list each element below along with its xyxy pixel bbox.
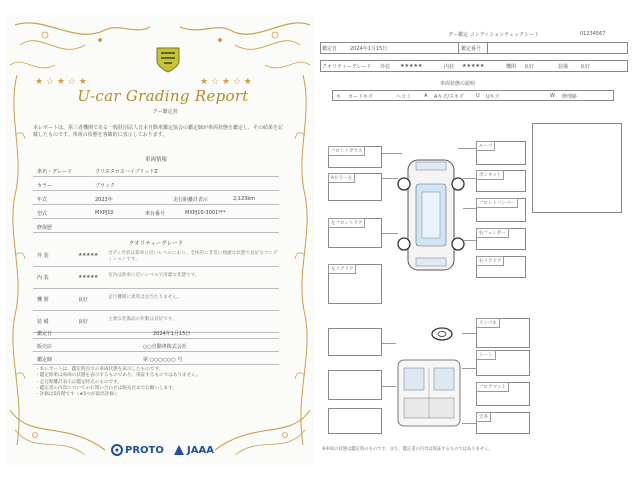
vehicle-info-heading: 車両情報 [144,157,167,163]
interior-stars: ★★★★★ [78,274,98,280]
year-label: 年式 [37,197,48,203]
diagram-label-left: Aピラー左 [328,173,355,183]
legend-item: 修理跡 [562,94,578,100]
connector-line [380,233,398,234]
sheet-title: グー鑑定 コンディションチェックシート [448,32,539,38]
connector-line [462,423,476,424]
model-code-row [33,207,279,219]
report-subtitle: グー鑑定書 [152,109,178,115]
note-item: ・走行距離計表示は鑑定時点のものです。 [35,379,122,385]
inspection-date-value: 2024年1月15日 [153,331,191,337]
connector-line [380,178,398,179]
model-label: 車名・グレード [37,169,73,175]
legend-item: ヘコミ [396,94,412,100]
equipment-value: 良好 [78,319,89,325]
diagram-label-right: 右リアドア [476,256,504,266]
engine-value: 良好 [78,297,89,303]
diagram-label-left: フロントガラス [328,146,365,156]
notes-list [35,367,275,398]
shop-label: 販売店 [37,344,53,350]
equipment-value: 良好 [580,64,591,70]
legend-item: W [550,93,555,99]
legend-item: カードキズ [348,94,373,100]
interior-stars: ★★★★★ [462,63,485,69]
equipment-comment: 主要な装備品の作動は良好です。 [108,317,177,322]
model-code-label: 型式 [37,211,48,217]
color-value: ブラック [95,183,115,189]
connector-line [458,148,478,149]
jaaa-logo-icon [173,444,185,456]
mileage-label: 走行距離計表示 [173,197,209,203]
proto-logo-text: PROTO [125,445,164,456]
legend-item: U [476,93,480,99]
inspection-date-label: 鑑定日 [37,331,53,337]
color-label: カラー [37,183,53,189]
diagram-label-right: ルーフ [476,141,495,151]
interior-label: 内 装 [37,275,49,281]
interior-label: 内装 [444,64,455,70]
inspector-value: 第 ○○○○○○ 号 [143,357,183,363]
comment-box [328,370,382,400]
shop-row [33,340,279,352]
year-value: 2023年 [95,197,113,203]
exterior-comment: ボディ外装は新車に近いレベルにあり、全体的に非常に綺麗な状態で良好なコンディションです。 [108,251,278,262]
ribbon-ornament-bottom-right [205,400,315,460]
exterior-stars: ★★★★★ [78,252,98,258]
legend-title: 車両状態の説明 [440,81,476,87]
stars-row-ornament [35,73,285,87]
car-top-view-diagram [394,156,468,276]
legend-item: キ [336,94,342,100]
intro-paragraph: 本レポートは、第三者機関である一般財団法人日本自動車鑑定協会の鑑定師が車両状態を鑑定し、その結果を記載したものです。車両の状態を客観的に表示しております。 [33,125,284,138]
jaaa-logo-text: JAAA [187,445,214,456]
comment-box [328,408,382,434]
connector-line [382,343,396,344]
vine-border-left [5,75,27,445]
model-code-value: MXPJ10 [95,210,114,216]
report-title: U-car Grading Report [77,87,249,105]
condition-check-sheet [318,28,630,460]
note-item: ・評価は5段階です（★5つが最高評価）。 [35,392,121,398]
ribbon-ornament-bottom-left [5,400,115,460]
svg-text:★ ☆ ★ ☆ ★: ★ ☆ ★ ☆ ★ [200,77,252,87]
exterior-label: 外装 [380,64,391,70]
model-row [33,165,279,177]
quality-grade-heading: クオリティーグレード [128,241,184,247]
grading-report-page [5,15,315,465]
year-mileage-row [33,193,279,205]
mileage-value: 2,123km [233,196,256,202]
exterior-label: 外 装 [37,253,49,259]
number-label: 鑑定番号 [461,46,482,52]
goo-shield-logo [155,45,181,73]
exterior-stars: ★★★★★ [400,63,423,69]
diagram-label-right: フロントバンパー [476,198,518,208]
footer-note: ※車両の状態は鑑定時のものです。また、鑑定書の内容は保証するものではありません。 [322,447,494,452]
inspector-label: 鑑定師 [37,357,53,363]
lower-label: フロアマット [476,382,509,392]
interior-comment: 室内は新車に近いレベルで清潔な状態です。 [108,273,200,278]
chassis-value: MXPJ10-3001*** [185,210,226,216]
chassis-label: 車台番号 [145,211,166,217]
diagram-label-right: 右フェンダー [476,228,509,238]
date-value: 2024年1月15日 [350,46,388,52]
engine-value: 良好 [524,64,535,70]
vine-border-right [293,75,315,445]
equipment-label: 装備 [558,64,569,70]
lower-label: 天井 [476,412,491,422]
note-item: ・本レポートは、鑑定時点での車両状態を表示したものです。 [35,367,164,372]
steering-wheel-icon [430,326,454,342]
inspection-date-row [33,327,279,339]
model-value: クリスタロスハイブリッドZ [95,169,158,175]
note-item: ・鑑定結果は車両の状態を表示するものであり、保証するものではありません。 [35,373,201,379]
connector-line [462,333,476,334]
repair-label: 修復歴 [37,225,53,231]
comment-box [328,328,382,356]
note-item: ・鑑定書の内容についてのお問い合わせは販売店までお願いします。 [35,385,177,391]
engine-comment: 走行機関に異常は見当たりません。 [108,295,182,300]
diagram-label-left: 左フロントドア [328,218,365,228]
engine-label: 機 関 [37,297,49,303]
diagram-label-left: 左リアドア [328,264,356,274]
connector-line [380,153,402,154]
svg-text:★ ☆ ★ ☆ ★: ★ ☆ ★ ☆ ★ [35,77,87,87]
diagram-label-right: ボンネット [476,170,504,180]
inspector-row [33,353,279,365]
legend-item: Aキズ/スキズ [434,94,464,100]
general-comment-box [532,123,622,213]
grade-label: クオリティーグレード [322,64,372,70]
lower-label: シート [476,350,496,360]
connector-line [462,368,476,369]
engine-label: 機関 [506,64,517,70]
lower-label: インパネ [476,318,500,328]
connector-line [382,386,396,387]
proto-logo-icon [111,444,123,456]
color-row [33,179,279,191]
legend-item: Uキズ [486,94,500,100]
equipment-label: 装 備 [37,319,49,325]
shop-value: ○○自動車株式会社 [143,344,187,350]
sheet-code: 01234567 [580,31,606,37]
date-label: 鑑定日 [322,46,338,52]
car-interior-diagram [396,358,462,428]
repair-row [33,221,279,233]
legend-item: A [424,93,428,99]
